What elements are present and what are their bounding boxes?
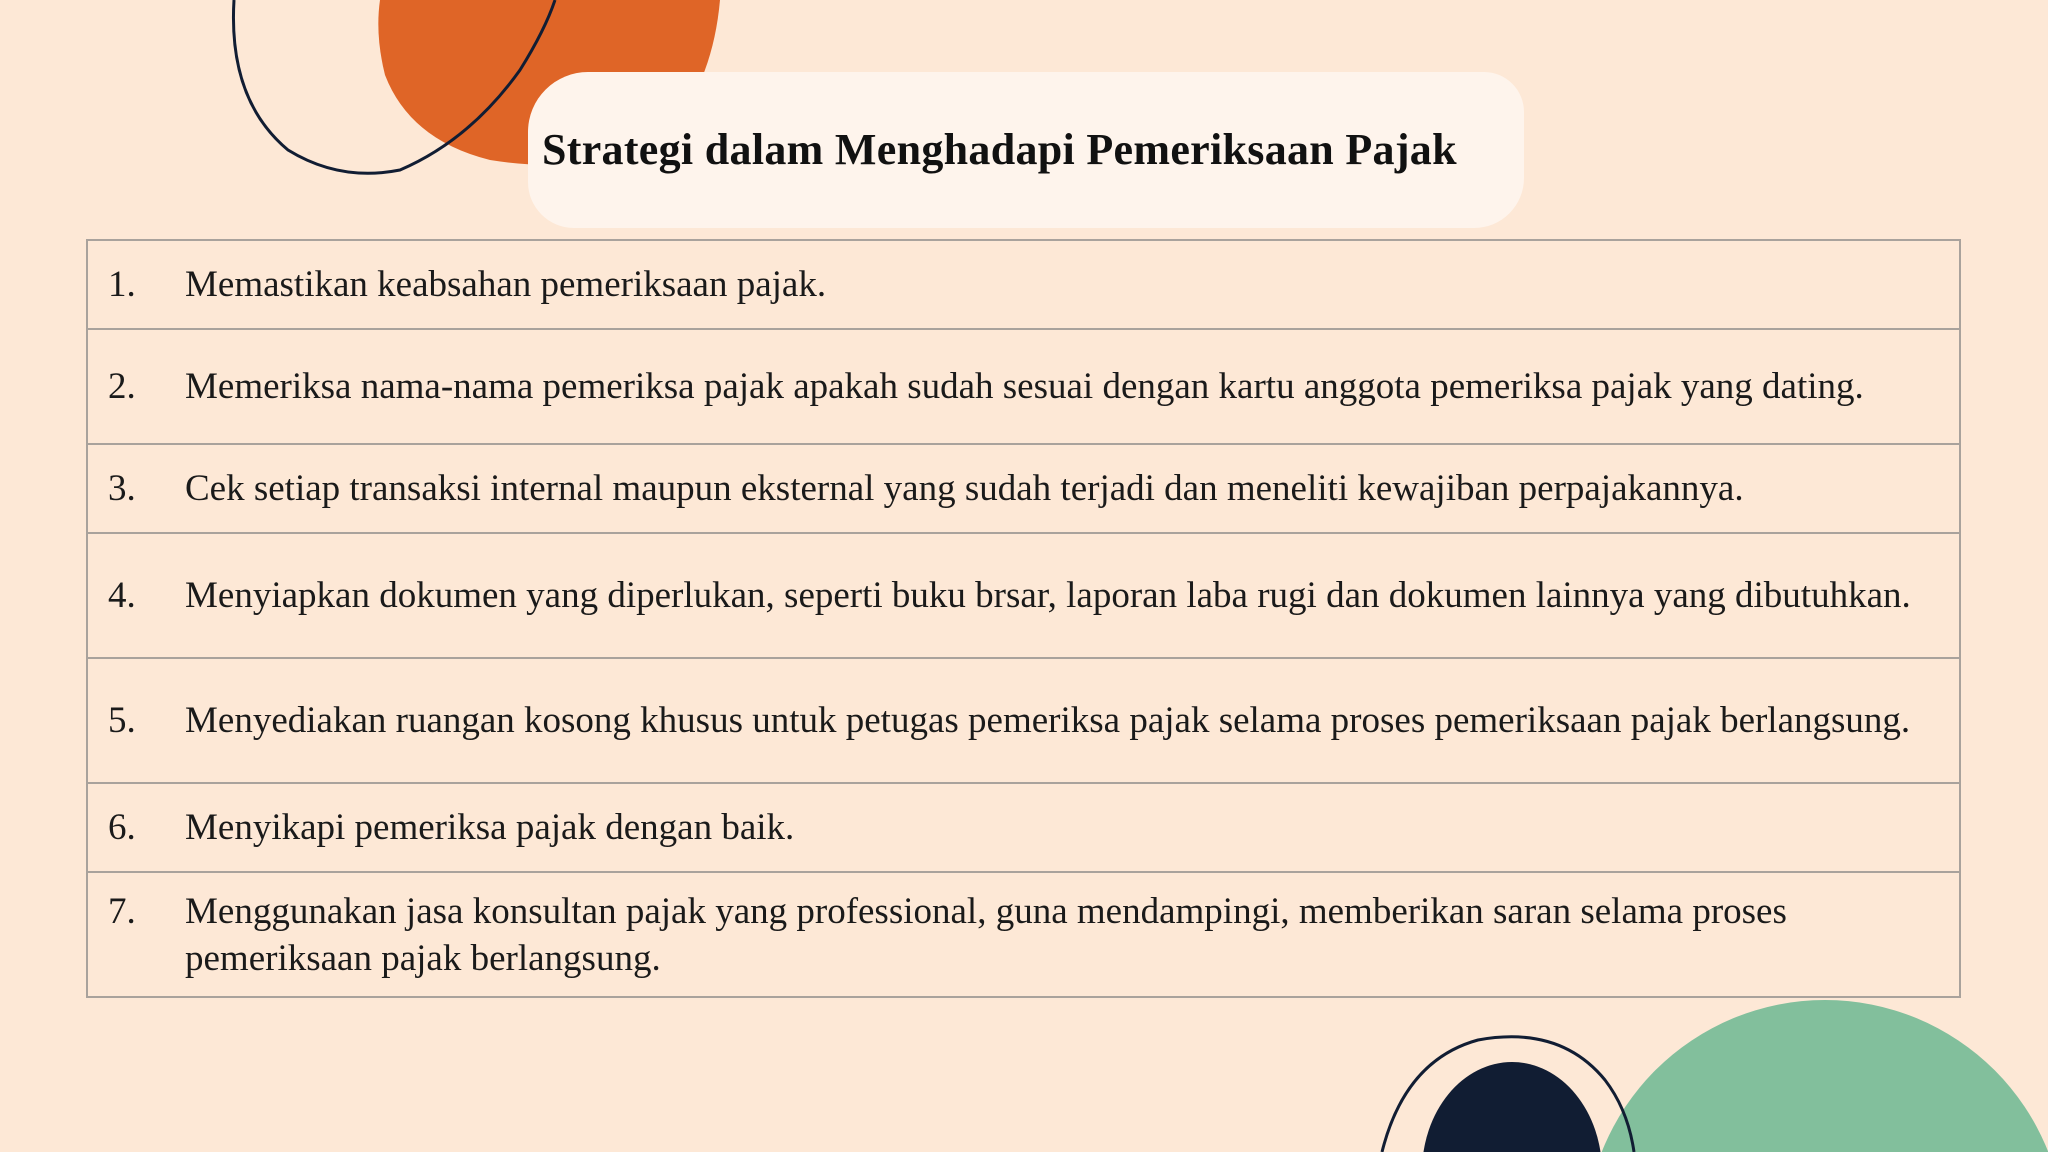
strategy-table [86, 239, 1961, 998]
item-text: Cek setiap transaksi internal maupun eksternal yang sudah terjadi dan meneliti kewajiban perpajakannya. [185, 468, 1744, 509]
table-cell [87, 329, 1960, 444]
table-row [87, 240, 1960, 329]
item-text: Menggunakan jasa konsultan pajak yang professional, guna mendampingi, memberikan saran selama proses pemeriksaan pajak berlangsung. [185, 890, 1787, 979]
table-cell [87, 240, 1960, 329]
item-text: Menyiapkan dokumen yang diperlukan, seperti buku brsar, laporan laba rugi dan dokumen lainnya yang dibutuhkan. [185, 575, 1911, 616]
table-row [87, 533, 1960, 658]
green-blob-shape [1585, 1000, 2048, 1152]
table-cell [87, 533, 1960, 658]
item-number: 7. [108, 890, 136, 932]
table-cell [87, 444, 1960, 533]
item-number: 4. [108, 575, 136, 616]
table-row [87, 658, 1960, 783]
slide-title: Strategi dalam Menghadapi Pemeriksaan Pajak [542, 125, 1457, 174]
table-cell [87, 872, 1960, 997]
table-row [87, 329, 1960, 444]
item-number: 5. [108, 700, 136, 741]
item-text: Memeriksa nama-nama pemeriksa pajak apakah sudah sesuai dengan kartu anggota pemeriksa pajak yang dating. [185, 366, 1864, 407]
table-row [87, 783, 1960, 872]
table-row [87, 872, 1960, 997]
table-cell [87, 783, 1960, 872]
item-number: 2. [108, 366, 136, 407]
item-number: 6. [108, 807, 136, 848]
table-row [87, 444, 1960, 533]
item-text: Menyikapi pemeriksa pajak dengan baik. [185, 807, 795, 848]
item-text: Memastikan keabsahan pemeriksaan pajak. [185, 264, 827, 305]
item-text: Menyediakan ruangan kosong khusus untuk petugas pemeriksa pajak selama proses pemeriksaan pajak berlangsung. [185, 700, 1911, 741]
table-cell [87, 658, 1960, 783]
navy-blob-shape [1422, 1062, 1602, 1152]
item-number: 3. [108, 468, 136, 509]
item-number: 1. [108, 264, 136, 305]
